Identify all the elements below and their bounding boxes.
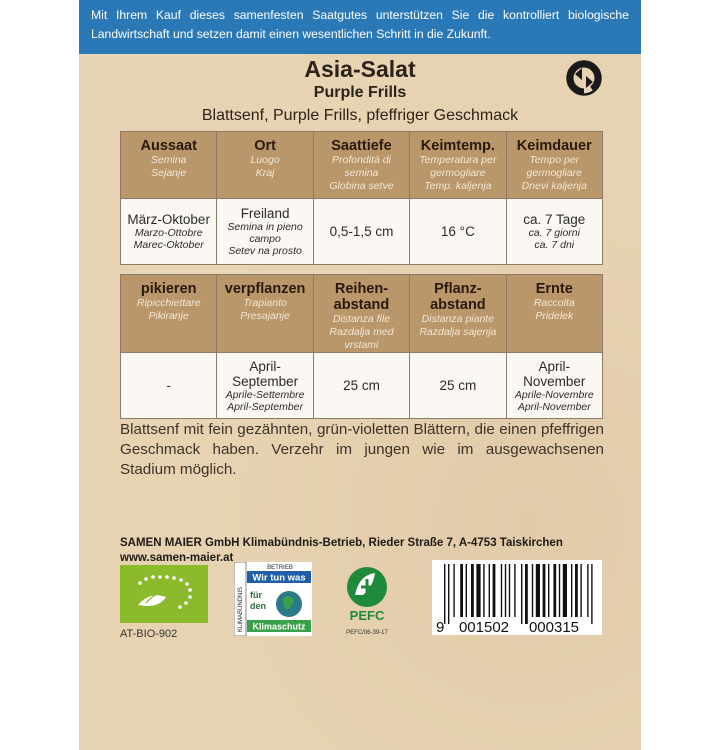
info-banner — [79, 0, 641, 54]
sowing-header-row — [121, 132, 603, 199]
planting-header-cell — [121, 275, 217, 353]
green-dot-icon — [566, 60, 602, 96]
barcode-bar — [532, 564, 533, 617]
planting-value: - — [166, 378, 171, 393]
sowing-header-translation: Sejanje — [151, 167, 187, 179]
planting-header-label: Ernte — [535, 281, 573, 297]
barcode-bar — [525, 564, 528, 624]
sowing-value-translation: Semina in pieno — [227, 221, 303, 233]
planting-value-cell — [217, 353, 313, 419]
barcode-bar — [559, 564, 560, 617]
planting-header-translation: vrstami — [344, 339, 379, 351]
barcode-bar — [563, 564, 567, 617]
sowing-value-cell — [410, 199, 506, 265]
planting-header-translation: Pridelek — [535, 310, 574, 322]
barcode-bar — [466, 564, 467, 617]
barcode-bar — [493, 564, 496, 617]
barcode-digits-right: 000315 — [528, 619, 580, 635]
sowing-value-row — [121, 199, 603, 265]
sowing-value: März-Oktober — [127, 212, 210, 227]
barcode-bar — [591, 564, 592, 624]
pefc-code: PEFC/06-39-17 — [346, 630, 388, 636]
planting-header-label: verpflanzen — [224, 281, 306, 297]
barcode-bar — [509, 564, 510, 617]
planting-value: April- September — [232, 358, 299, 389]
sowing-header-translation: semina — [344, 167, 379, 179]
planting-value: April- November — [523, 358, 586, 389]
planting-header-row — [121, 275, 603, 353]
sowing-header-label: Aussaat — [140, 138, 197, 154]
planting-table — [120, 274, 603, 419]
sowing-header-translation: Semina — [150, 154, 187, 166]
klima-top-text: BETRIEB — [267, 565, 293, 571]
planting-value-cell — [121, 353, 217, 419]
sowing-header-label: Saattiefe — [331, 138, 392, 154]
sowing-header-cell — [121, 132, 217, 199]
sowing-value: Freiland — [240, 206, 290, 221]
sowing-value-cell — [121, 199, 217, 265]
sowing-value-cell — [313, 199, 409, 265]
sowing-value-cell — [506, 199, 602, 265]
planting-header-label: Reihen- abstand — [333, 281, 390, 313]
eu-organic-code: AT-BIO-902 — [120, 628, 178, 640]
barcode-bar — [471, 564, 474, 617]
klimabuendnis-logo — [234, 562, 312, 636]
barcode-bar — [571, 564, 572, 617]
sowing-header-cell — [410, 132, 506, 199]
barcode-digit-lead: 9 — [436, 619, 445, 635]
klima-side-text: KLIMABÜNDNIS — [238, 586, 244, 632]
sowing-header-translation: germogliare — [430, 167, 486, 179]
planting-value: 25 cm — [439, 378, 477, 393]
sowing-value: 16 °C — [440, 224, 475, 239]
planting-header-translation: Distanza piante — [421, 313, 495, 325]
sowing-header-cell — [313, 132, 409, 199]
barcode-bar — [521, 564, 522, 624]
barcode-bar — [514, 564, 515, 617]
planting-value-cell — [506, 353, 602, 419]
sowing-header-translation: Tempo per — [529, 154, 580, 166]
planting-header-cell — [217, 275, 313, 353]
barcode-bar — [448, 564, 449, 624]
sowing-header-translation: Luogo — [250, 154, 280, 166]
barcode-bar — [553, 564, 556, 617]
planting-header-translation: Presajanje — [240, 310, 290, 322]
barcode-bar — [489, 564, 490, 617]
sowing-header-cell — [506, 132, 602, 199]
planting-value-cell — [410, 353, 506, 419]
company-address: SAMEN MAIER GmbH Klimabündnis-Betrieb, Rieder Straße 7, A-4753 Taiskirchen — [120, 537, 563, 549]
planting-value-cell — [313, 353, 409, 419]
sowing-header-cell — [217, 132, 313, 199]
sowing-header-translation: Temp. kaljenja — [424, 180, 492, 192]
barcode-bar — [476, 564, 480, 617]
planting-header-translation: Trapianto — [243, 297, 287, 309]
seed-packet-back — [79, 0, 641, 750]
banner-text: Mit Ihrem Kauf dieses samenfesten Saatgutes unterstützen Sie die kontrolliert biologische Landwirtschaft und setzen damit einen wesentlichen Schritt in die Zukunft. — [91, 8, 629, 41]
barcode-digits-left: 001502 — [458, 619, 510, 635]
planting-header-translation: Razdalja med — [329, 326, 394, 338]
sowing-value-cell — [217, 199, 313, 265]
pefc-logo — [341, 565, 393, 637]
planting-value-translation: April-November — [517, 400, 591, 413]
planting-header-cell — [313, 275, 409, 353]
klima-line-1: Wir tun was — [252, 572, 306, 584]
sowing-header-translation: Profondità di — [331, 154, 391, 166]
pefc-label: PEFC — [349, 608, 385, 623]
klima-line-2: für — [250, 590, 262, 600]
sowing-value: ca. 7 Tage — [523, 212, 586, 227]
planting-header-translation: Ripicchiettare — [136, 297, 201, 309]
sowing-value-translation: Marec-Oktober — [133, 239, 204, 251]
barcode-bar — [453, 564, 454, 617]
product-subtitle: Blattsenf, Purple Frills, pfeffriger Geschmack — [201, 107, 519, 124]
planting-value: 25 cm — [343, 378, 380, 393]
planting-header-cell — [506, 275, 602, 353]
company-website: www.samen-maier.at — [120, 552, 234, 564]
barcode-bar — [548, 564, 549, 617]
product-variety: Purple Frills — [313, 84, 407, 101]
sowing-value-translation: campo — [249, 233, 281, 245]
planting-value-translation: Aprile-Settembre — [225, 388, 305, 401]
sowing-value: 0,5-1,5 cm — [329, 224, 394, 239]
planting-header-cell — [410, 275, 506, 353]
klima-line-3: den — [250, 601, 267, 611]
klima-line-4: Klimaschutz — [252, 621, 306, 632]
barcode-bar — [587, 564, 588, 617]
product-description: Blattsenf mit fein gezähnten, grün-violetten Blättern, die einen pfeffrigen Geschmack haben. Verzehr im jungen wie im ausgewachsenen Stadium möglich. — [120, 421, 604, 478]
barcode-bar — [444, 564, 445, 624]
planting-header-translation: Pikiranje — [148, 310, 189, 322]
barcode-bar — [575, 564, 578, 617]
barcode-bar — [536, 564, 540, 617]
sowing-table — [120, 131, 603, 265]
planting-header-translation: Raccolta — [533, 297, 575, 309]
sowing-value-translation: Marzo-Ottobre — [134, 227, 203, 239]
planting-value-translation: April-September — [227, 400, 304, 413]
planting-value-translation: Aprile-Novembre — [514, 388, 594, 401]
barcode-bar — [483, 564, 484, 617]
barcode-bar — [501, 564, 502, 617]
barcode-bar — [580, 564, 581, 617]
barcode — [432, 560, 602, 635]
sowing-value-translation: Setev na prosto — [228, 245, 302, 257]
planting-header-label: pikieren — [140, 281, 197, 297]
sowing-value-translation: ca. 7 giorni — [528, 227, 580, 239]
sowing-header-translation: Kraj — [255, 167, 275, 179]
sowing-header-translation: Dnevi kaljenja — [521, 180, 587, 192]
sowing-header-translation: Temperatura per — [419, 154, 497, 166]
sowing-header-label: Keimtemp. — [420, 138, 495, 154]
product-title: Asia-Salat — [304, 56, 416, 82]
sowing-header-translation: germogliare — [526, 167, 582, 179]
barcode-bar — [505, 564, 506, 617]
planting-value-row — [121, 353, 603, 419]
barcode-bar — [460, 564, 463, 617]
eu-organic-logo — [120, 565, 208, 623]
planting-header-label: Pflanz- abstand — [430, 281, 486, 313]
planting-header-translation: Distanza file — [332, 313, 391, 325]
sowing-header-label: Keimdauer — [516, 138, 592, 154]
sowing-header-label: Ort — [254, 138, 276, 154]
sowing-header-translation: Globina setve — [329, 180, 394, 192]
sowing-value-translation: ca. 7 dni — [534, 239, 575, 251]
planting-header-translation: Razdalja sajenja — [419, 326, 497, 338]
barcode-bar — [543, 564, 546, 617]
